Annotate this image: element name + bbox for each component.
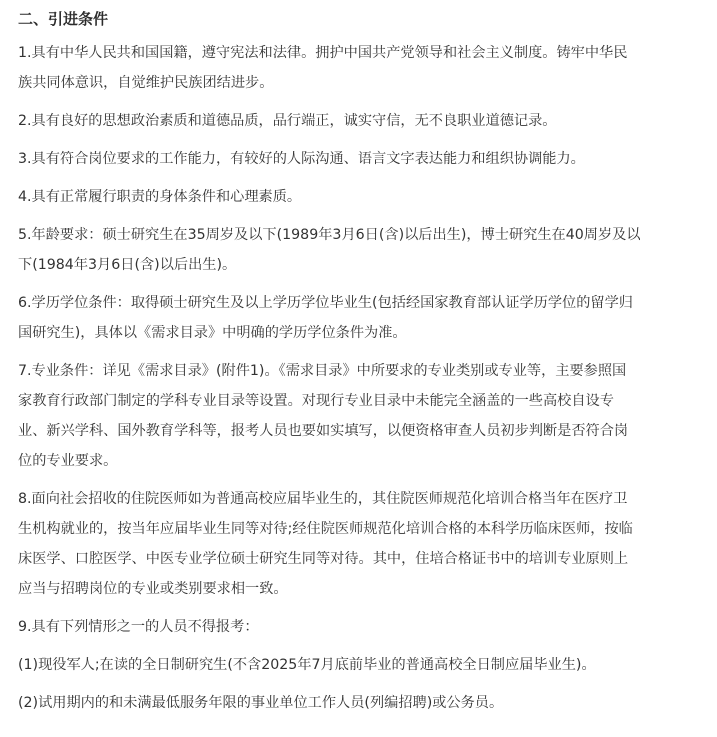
paragraph-list <box>18 38 699 718</box>
paragraph-line: 家教育行政部门制定的学科专业目录等设置。对现行专业目录中未能完全涵盖的一些高校自设专 <box>18 393 614 409</box>
paragraph-3 <box>18 144 699 174</box>
paragraph-line: 7.专业条件：详见《需求目录》(附件1)。《需求目录》中所要求的专业类别或专业等，主要参照国 <box>18 363 627 379</box>
paragraph-line: 9.具有下列情形之一的人员不得报考： <box>18 619 259 635</box>
paragraph-line: 下(1984年3月6日(含)以后出生)。 <box>18 257 237 273</box>
paragraph-line: 生机构就业的，按当年应届毕业生同等对待;经住院医师规范化培训合格的本科学历临床医师，按临 <box>18 521 633 537</box>
paragraph-line: 业、新兴学科、国外教育学科等，报考人员也要如实填写，以便资格审查人员初步判断是否符合岗 <box>18 423 629 439</box>
paragraph-line: 国研究生)，具体以《需求目录》中明确的学历学位条件为准。 <box>18 325 407 341</box>
paragraph-line: 族共同体意识，自觉维护民族团结进步。 <box>18 75 274 91</box>
paragraph-line: 位的专业要求。 <box>18 453 118 469</box>
paragraph-line: 2.具有良好的思想政治素质和道德品质，品行端正，诚实守信，无不良职业道德记录。 <box>18 113 557 129</box>
paragraph-4 <box>18 182 699 212</box>
paragraph-8 <box>18 484 699 604</box>
paragraph-line: 6.学历学位条件：取得硕士研究生及以上学历学位毕业生(包括经国家教育部认证学历学位的留学归 <box>18 295 633 311</box>
paragraph-2 <box>18 106 699 136</box>
paragraph-line: 1.具有中华人民共和国国籍，遵守宪法和法律。拥护中国共产党领导和社会主义制度。铸牢中华民 <box>18 45 628 61</box>
section-heading: 二、引进条件 <box>18 10 109 28</box>
paragraph-6 <box>18 288 699 348</box>
paragraph-line: 应当与招聘岗位的专业或类别要求相一致。 <box>18 581 288 597</box>
paragraph-line: 4.具有正常履行职责的身体条件和心理素质。 <box>18 189 302 205</box>
paragraph-7 <box>18 356 699 476</box>
paragraph-line: 5.年龄要求：硕士研究生在35周岁及以下(1989年3月6日(含)以后出生)，博士研究生在40周岁及以 <box>18 227 641 243</box>
paragraph-5 <box>18 220 699 280</box>
paragraph-line: (2)试用期内的和未满最低服务年限的事业单位工作人员(列编招聘)或公务员。 <box>18 695 504 711</box>
paragraph-9 <box>18 612 699 642</box>
paragraph-1 <box>18 38 699 98</box>
paragraph-line: 8.面向社会招收的住院医师如为普通高校应届毕业生的，其住院医师规范化培训合格当年在医疗卫 <box>18 491 628 507</box>
paragraph-10 <box>18 650 699 680</box>
paragraph-line: (1)现役军人;在读的全日制研究生(不含2025年7月底前毕业的普通高校全日制应届毕业生)。 <box>18 657 596 673</box>
paragraph-line: 床医学、口腔医学、中医专业学位硕士研究生同等对待。其中，住培合格证书中的培训专业原则上 <box>18 551 629 567</box>
paragraph-line: 3.具有符合岗位要求的工作能力，有较好的人际沟通、语言文字表达能力和组织协调能力。 <box>18 151 585 167</box>
paragraph-11 <box>18 688 699 718</box>
